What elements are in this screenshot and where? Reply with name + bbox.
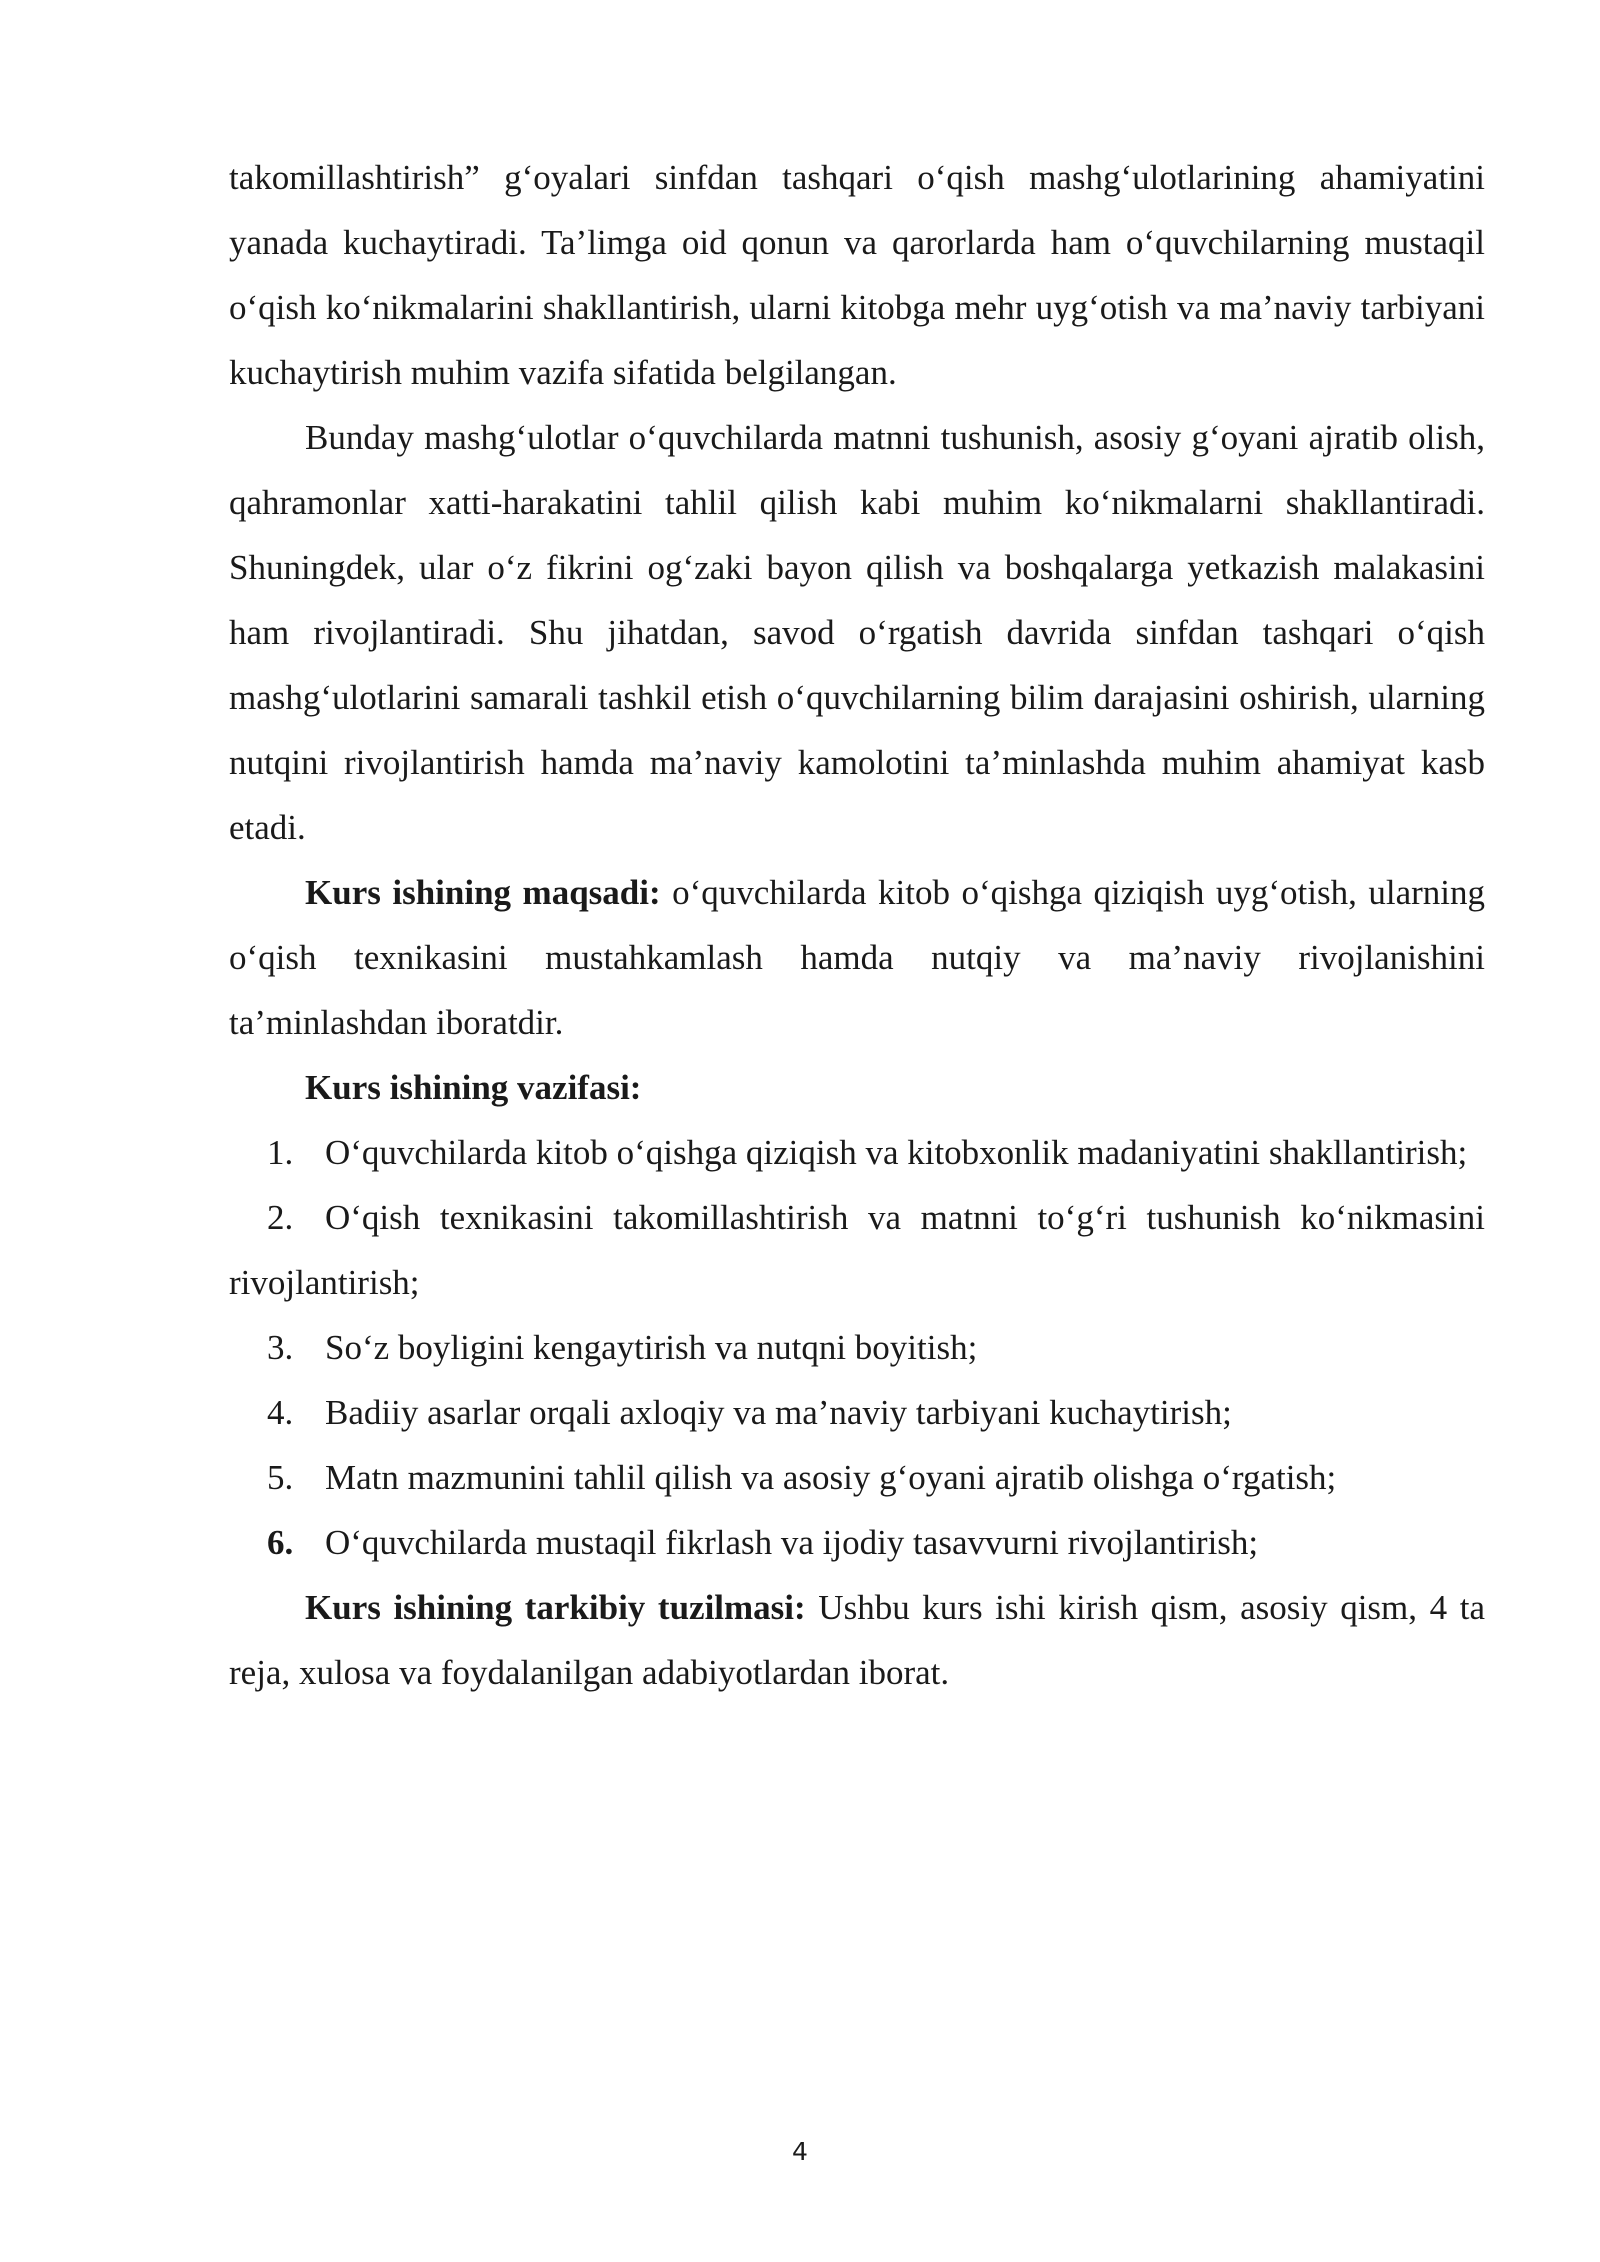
- list-item-text: Matn mazmunini tahlil qilish va asosiy g‘oyani ajratib olishga o‘rgatish;: [325, 1458, 1337, 1497]
- structure-text: Ushbu kurs ishi kirish qism, asosiy qism, 4 ta reja, xulosa va foydalanilgan adabiyotlardan iborat.: [229, 1588, 1485, 1692]
- list-item-text: O‘quvchilarda kitob o‘qishga qiziqish va kitobxonlik madaniyatini shakllantirish;: [325, 1133, 1468, 1172]
- list-item-number: 3.: [267, 1328, 294, 1367]
- list-item-text: So‘z boyligini kengaytirish va nutqni boyitish;: [325, 1328, 978, 1367]
- list-item-number: 6.: [267, 1523, 294, 1562]
- list-item: [229, 1185, 1485, 1315]
- list-item: [229, 1510, 1485, 1575]
- list-item-text: O‘quvchilarda mustaqil fikrlash va ijodiy tasavvurni rivojlantirish;: [325, 1523, 1259, 1562]
- list-item-number: 5.: [267, 1458, 294, 1497]
- list-item: [229, 1120, 1485, 1185]
- paragraph-intro-continuation: takomillashtirish” g‘oyalari sinfdan tashqari o‘qish mashg‘ulotlarining ahamiyatini yanada kuchaytiradi. Ta’limga oid qonun va qarorlarda ham o‘quvchilarning mustaqil o‘qish ko‘nikmalarini shakllantirish, ularni kitobga mehr uyg‘otish va ma’naviy tarbiyani kuchaytirish muhim vazifa sifatida belgilangan.: [229, 158, 1485, 392]
- list-item-text: Badiiy asarlar orqali axloqiy va ma’naviy tarbiyani kuchaytirish;: [325, 1393, 1232, 1432]
- goal-text: o‘quvchilarda kitob o‘qishga qiziqish uyg‘otish, ularning o‘qish texnikasini mustahkamlash hamda nutqiy va ma’naviy rivojlanishini ta’minlashdan iboratdir.: [229, 873, 1485, 1042]
- list-item-number: 4.: [267, 1393, 294, 1432]
- page-body: [229, 145, 1485, 1705]
- paragraph-goal: [229, 860, 1485, 1055]
- list-item: [229, 1445, 1485, 1510]
- paragraph-structure: [229, 1575, 1485, 1705]
- list-item: [229, 1380, 1485, 1445]
- structure-label: Kurs ishining tarkibiy tuzilmasi:: [305, 1588, 806, 1627]
- goal-label: Kurs ishining maqsadi:: [305, 873, 661, 912]
- list-item-number: 1.: [267, 1133, 294, 1172]
- list-item-text: O‘qish texnikasini takomillashtirish va matnni to‘g‘ri tushunish ko‘nikmasini rivojlantirish;: [229, 1198, 1485, 1302]
- page-number: 4: [792, 2137, 808, 2166]
- paragraph-skills: Bunday mashg‘ulotlar o‘quvchilarda matnni tushunish, asosiy g‘oyani ajratib olish, qahramonlar xatti-harakatini tahlil qilish kabi muhim ko‘nikmalarni shakllantiradi. Shuningdek, ular o‘z fikrini og‘zaki bayon qilish va boshqalarga yetkazish malakasini ham rivojlantiradi. Shu jihatdan, savod o‘rgatish davrida sinfdan tashqari o‘qish mashg‘ulotlarini samarali tashkil etish o‘quvchilarning bilim darajasini oshirish, ularning nutqini rivojlantirish hamda ma’naviy kamolotini ta’minlashda muhim ahamiyat kasb etadi.: [229, 418, 1485, 847]
- list-item: [229, 1315, 1485, 1380]
- list-item-number: 2.: [267, 1198, 294, 1237]
- tasks-heading: Kurs ishining vazifasi:: [305, 1068, 642, 1107]
